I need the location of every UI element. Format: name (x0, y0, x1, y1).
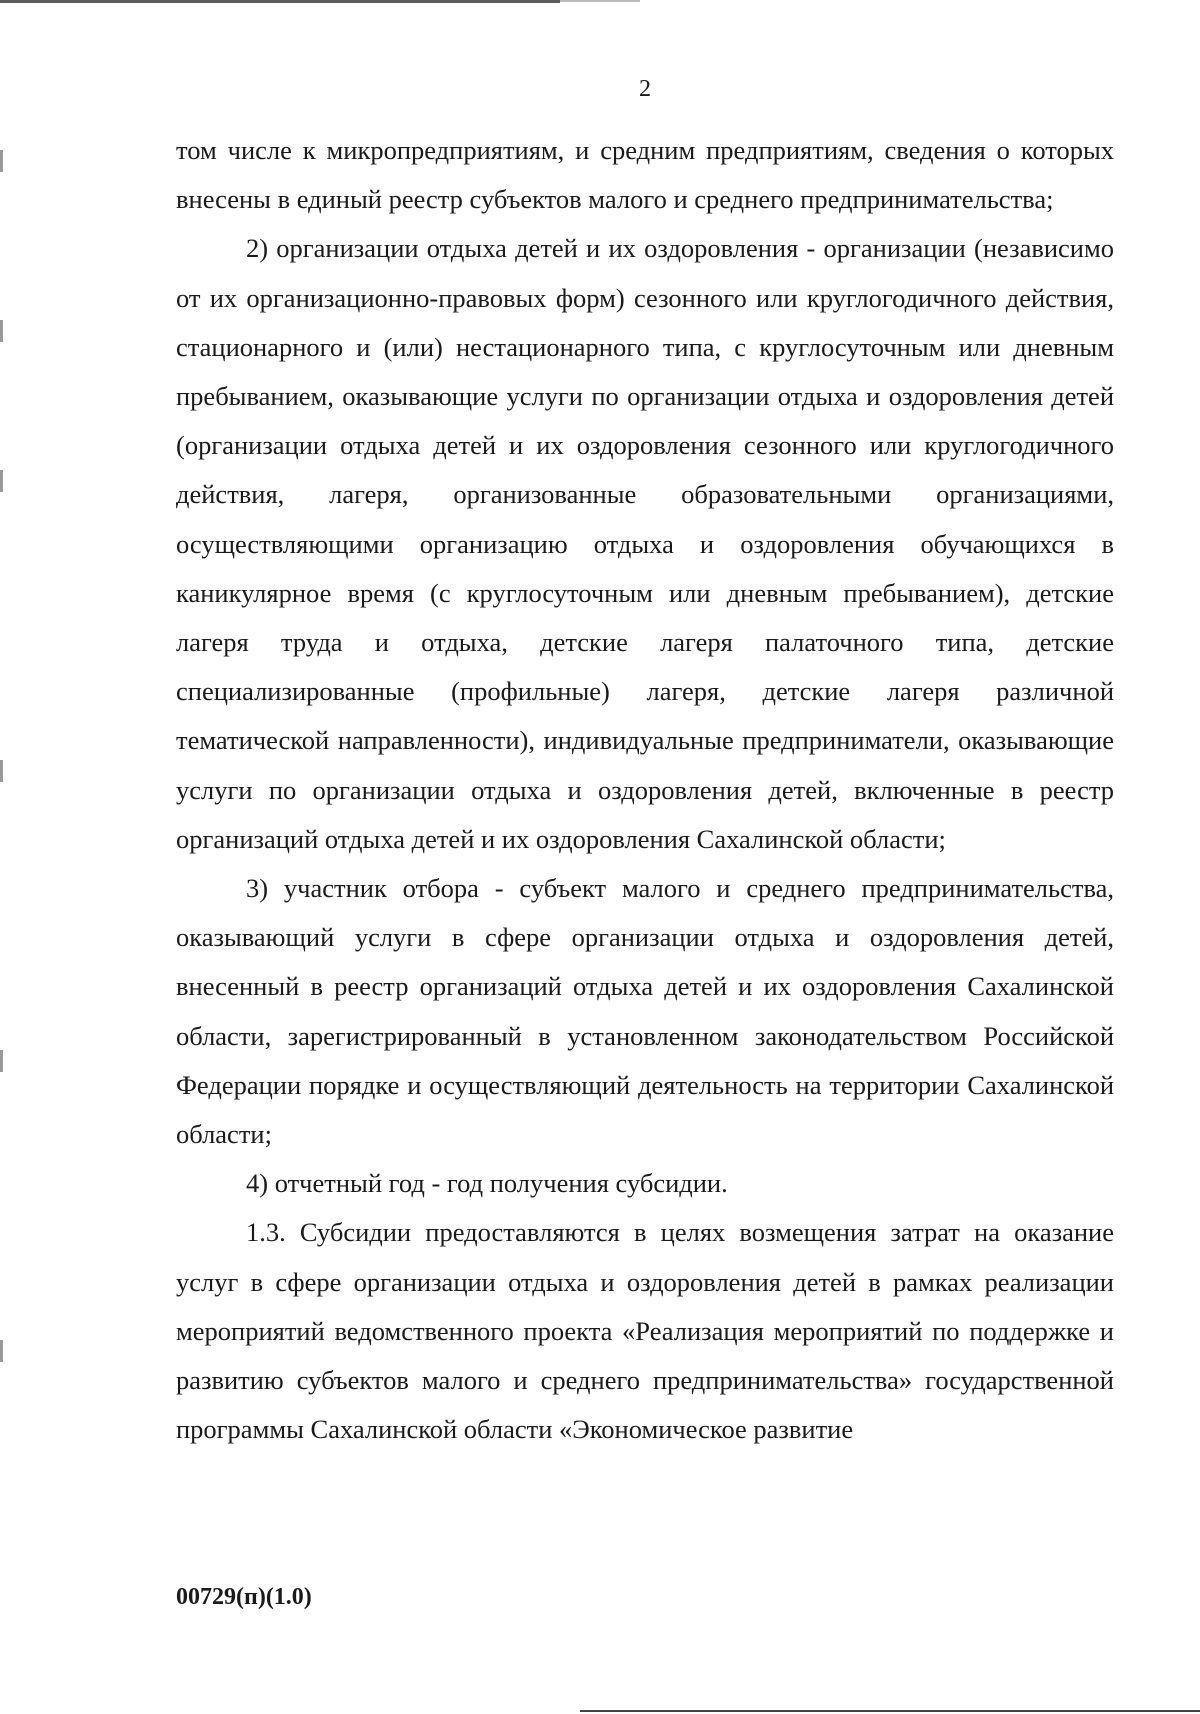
page-number: 2 (639, 76, 651, 102)
scan-edge-bottom (580, 1710, 1200, 1712)
scan-edge-top (0, 0, 560, 3)
binding-margin-marks (0, 0, 4, 1714)
scan-edge-top-faint (560, 0, 640, 2)
paragraph-continuation: том числе к микропредприятиям, и средним предприятиям, сведения о которых внесены в единый реестр субъектов малого и среднего предпринимательства; (176, 135, 1114, 215)
paragraph-item-2: 2) организации отдыха детей и их оздоровления - организации (независимо от их организационно-правовых форм) сезонного или круглогодичного действия, стационарного и (или) нестационарного типа, с круглосуточным или дневным пребыванием, оказывающие услуги по организации отдыха и оздоровления детей (организации отдыха детей и их оздоровления сезонного или круглогодичного действия, лагеря, организованные образовательными организациями, осуществляющими организацию отдыха и оздоровления обучающихся в каникулярное время (с круглосуточным или дневным пребыванием), детские лагеря труда и отдыха, детские лагеря палаточного типа, детские специализированные (профильные) лагеря, детские лагеря различной тематической направленности), индивидуальные предприниматели, оказывающие услуги по организации отдыха и оздоровления детей, включенные в реестр организаций отдыха детей и их оздоровления Сахалинской области; (176, 233, 1114, 854)
document-body (176, 126, 1114, 1454)
paragraph-item-4: 4) отчетный год - год получения субсидии. (246, 1168, 728, 1199)
paragraph-item-3: 3) участник отбора - субъект малого и среднего предпринимательства, оказывающий услуги в сфере организации отдыха и оздоровления детей, внесенный в реестр организаций отдыха детей и их оздоровления Сахалинской области, зарегистрированный в установленном законодательством Российской Федерации порядке и осуществляющий деятельность на территории Сахалинской области; (176, 873, 1114, 1150)
document-code: 00729(п)(1.0) (176, 1584, 312, 1610)
paragraph-section-1-3: 1.3. Субсидии предоставляются в целях возмещения затрат на оказание услуг в сфере организации отдыха и оздоровления детей в рамках реализации мероприятий ведомственного проекта «Реализация мероприятий по поддержке и развитию субъектов малого и среднего предпринимательства» государственной программы Сахалинской области «Экономическое развитие (176, 1217, 1114, 1445)
